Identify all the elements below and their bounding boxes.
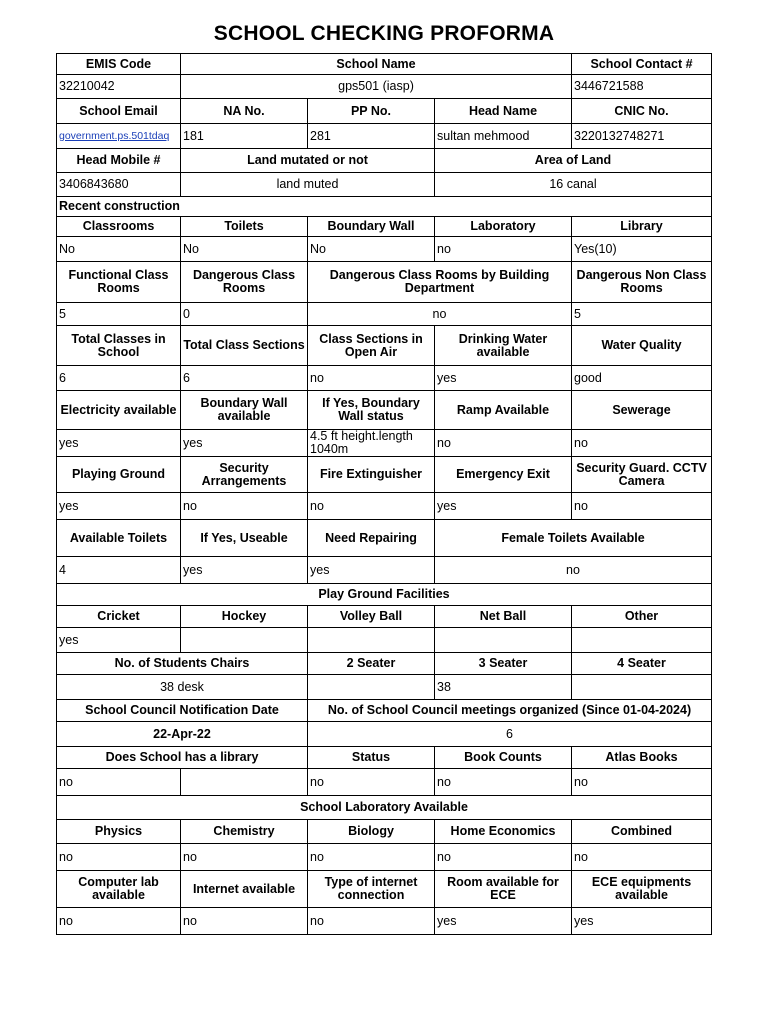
library-blank-cell [181, 769, 308, 796]
table-row [57, 769, 712, 796]
dangerous-non-class-rooms-value: 5 [572, 303, 712, 326]
council-notification-date-value: 22-Apr-22 [57, 722, 308, 747]
table-row [57, 217, 712, 237]
ece-equipment-label: ECE equipments available [572, 871, 712, 908]
school-contact-value: 3446721588 [572, 75, 712, 99]
table-row [57, 796, 712, 820]
security-guard-cctv-label: Security Guard. CCTV Camera [572, 457, 712, 493]
boundary-wall-available-label: Boundary Wall available [181, 391, 308, 430]
table-row [57, 303, 712, 326]
dangerous-non-class-rooms-label: Dangerous Non Class Rooms [572, 262, 712, 303]
emis-code-label: EMIS Code [57, 54, 181, 75]
council-notification-date-label: School Council Notification Date [57, 700, 308, 722]
security-guard-cctv-value: no [572, 493, 712, 520]
section-recent-construction: Recent construction [57, 197, 712, 217]
table-row [57, 54, 712, 75]
school-contact-label: School Contact # [572, 54, 712, 75]
biology-label: Biology [308, 820, 435, 844]
open-air-sections-label: Class Sections in Open Air [308, 326, 435, 366]
biology-value: no [308, 844, 435, 871]
table-row [57, 557, 712, 584]
functional-class-rooms-value: 5 [57, 303, 181, 326]
book-counts-value: no [435, 769, 572, 796]
table-row [57, 430, 712, 457]
two-seater-label: 2 Seater [308, 653, 435, 675]
toilets-useable-label: If Yes, Useable [181, 520, 308, 557]
table-row [57, 606, 712, 628]
school-name-label: School Name [181, 54, 572, 75]
boundary-wall-status-label: If Yes, Boundary Wall status [308, 391, 435, 430]
head-name-label: Head Name [435, 99, 572, 124]
hockey-label: Hockey [181, 606, 308, 628]
table-row [57, 173, 712, 197]
drinking-water-label: Drinking Water available [435, 326, 572, 366]
library-exists-value: no [57, 769, 181, 796]
physics-label: Physics [57, 820, 181, 844]
table-row [57, 871, 712, 908]
atlas-books-value: no [572, 769, 712, 796]
home-economics-value: no [435, 844, 572, 871]
table-row [57, 124, 712, 149]
toilets-label: Toilets [181, 217, 308, 237]
table-row [57, 747, 712, 769]
fire-extinguisher-label: Fire Extinguisher [308, 457, 435, 493]
table-row [57, 149, 712, 173]
ece-room-value: yes [435, 908, 572, 935]
laboratory-label: Laboratory [435, 217, 572, 237]
female-toilets-label: Female Toilets Available [435, 520, 712, 557]
na-no-label: NA No. [181, 99, 308, 124]
female-toilets-value: no [435, 557, 712, 584]
functional-class-rooms-label: Functional Class Rooms [57, 262, 181, 303]
school-email-label: School Email [57, 99, 181, 124]
page-title: SCHOOL CHECKING PROFORMA [213, 22, 555, 45]
pp-no-value: 281 [308, 124, 435, 149]
need-repairing-value: yes [308, 557, 435, 584]
table-row [57, 237, 712, 262]
library-status-value: no [308, 769, 435, 796]
table-row [57, 722, 712, 747]
classrooms-label: Classrooms [57, 217, 181, 237]
hockey-value [181, 628, 308, 653]
table-row [57, 262, 712, 303]
table-row [57, 493, 712, 520]
proforma-table [56, 53, 712, 935]
home-economics-label: Home Economics [435, 820, 572, 844]
land-mutated-label: Land mutated or not [181, 149, 435, 173]
other-value [572, 628, 712, 653]
school-name-value: gps501 (iasp) [181, 75, 572, 99]
table-row [57, 628, 712, 653]
total-classes-value: 6 [57, 366, 181, 391]
toilets-value: No [181, 237, 308, 262]
table-row [57, 457, 712, 493]
physics-value: no [57, 844, 181, 871]
two-seater-value [308, 675, 435, 700]
drinking-water-value: yes [435, 366, 572, 391]
section-laboratory: School Laboratory Available [57, 796, 712, 820]
water-quality-value: good [572, 366, 712, 391]
security-arrangements-label: Security Arrangements [181, 457, 308, 493]
sewerage-label: Sewerage [572, 391, 712, 430]
fire-extinguisher-value: no [308, 493, 435, 520]
table-row [57, 584, 712, 606]
computer-lab-value: no [57, 908, 181, 935]
head-mobile-value: 3406843680 [57, 173, 181, 197]
atlas-books-label: Atlas Books [572, 747, 712, 769]
total-class-sections-value: 6 [181, 366, 308, 391]
book-counts-label: Book Counts [435, 747, 572, 769]
available-toilets-label: Available Toilets [57, 520, 181, 557]
table-row [57, 844, 712, 871]
student-chairs-label: No. of Students Chairs [57, 653, 308, 675]
pp-no-label: PP No. [308, 99, 435, 124]
internet-available-value: no [181, 908, 308, 935]
table-row [57, 366, 712, 391]
library-label: Library [572, 217, 712, 237]
school-email-link[interactable]: government.ps.501tdaq [59, 129, 170, 142]
table-row [57, 75, 712, 99]
library-status-label: Status [308, 747, 435, 769]
table-row [57, 653, 712, 675]
head-name-value: sultan mehmood [435, 124, 572, 149]
ramp-available-label: Ramp Available [435, 391, 572, 430]
internet-available-label: Internet available [181, 871, 308, 908]
boundary-wall-value: No [308, 237, 435, 262]
chemistry-value: no [181, 844, 308, 871]
student-chairs-value: 38 desk [57, 675, 308, 700]
computer-lab-label: Computer lab available [57, 871, 181, 908]
security-arrangements-value: no [181, 493, 308, 520]
table-row [57, 326, 712, 366]
chemistry-label: Chemistry [181, 820, 308, 844]
cnic-no-label: CNIC No. [572, 99, 712, 124]
ramp-available-value: no [435, 430, 572, 457]
open-air-sections-value: no [308, 366, 435, 391]
combined-label: Combined [572, 820, 712, 844]
three-seater-value: 38 [435, 675, 572, 700]
other-label: Other [572, 606, 712, 628]
table-row [57, 820, 712, 844]
four-seater-label: 4 Seater [572, 653, 712, 675]
volley-ball-value [308, 628, 435, 653]
table-row [57, 391, 712, 430]
cricket-value: yes [57, 628, 181, 653]
ece-equipment-value: yes [572, 908, 712, 935]
classrooms-value: No [57, 237, 181, 262]
boundary-wall-status-value: 4.5 ft height.length 1040m [308, 430, 435, 457]
dangerous-rooms-building-dept-value: no [308, 303, 572, 326]
internet-type-label: Type of internet connection [308, 871, 435, 908]
playing-ground-label: Playing Ground [57, 457, 181, 493]
table-row [57, 908, 712, 935]
council-meetings-label: No. of School Council meetings organized (Since 01-04-2024) [308, 700, 712, 722]
toilets-useable-value: yes [181, 557, 308, 584]
laboratory-value: no [435, 237, 572, 262]
table-row [57, 675, 712, 700]
table-row [57, 197, 712, 217]
area-of-land-value: 16 canal [435, 173, 712, 197]
combined-value: no [572, 844, 712, 871]
library-exists-label: Does School has a library [57, 747, 308, 769]
total-classes-label: Total Classes in School [57, 326, 181, 366]
area-of-land-label: Area of Land [435, 149, 712, 173]
total-class-sections-label: Total Class Sections [181, 326, 308, 366]
emergency-exit-label: Emergency Exit [435, 457, 572, 493]
boundary-wall-label: Boundary Wall [308, 217, 435, 237]
playing-ground-value: yes [57, 493, 181, 520]
cnic-no-value: 3220132748271 [572, 124, 712, 149]
net-ball-value [435, 628, 572, 653]
available-toilets-value: 4 [57, 557, 181, 584]
four-seater-value [572, 675, 712, 700]
cricket-label: Cricket [57, 606, 181, 628]
ece-room-label: Room available for ECE [435, 871, 572, 908]
net-ball-label: Net Ball [435, 606, 572, 628]
sewerage-value: no [572, 430, 712, 457]
three-seater-label: 3 Seater [435, 653, 572, 675]
table-row [57, 99, 712, 124]
emis-code-value: 32210042 [57, 75, 181, 99]
section-play-ground-facilities: Play Ground Facilities [57, 584, 712, 606]
electricity-label: Electricity available [57, 391, 181, 430]
land-mutated-value: land muted [181, 173, 435, 197]
dangerous-rooms-building-dept-label: Dangerous Class Rooms by Building Department [308, 262, 572, 303]
table-row [57, 700, 712, 722]
internet-type-value: no [308, 908, 435, 935]
library-value: Yes(10) [572, 237, 712, 262]
dangerous-class-rooms-value: 0 [181, 303, 308, 326]
table-row [57, 520, 712, 557]
water-quality-label: Water Quality [572, 326, 712, 366]
dangerous-class-rooms-label: Dangerous Class Rooms [181, 262, 308, 303]
emergency-exit-value: yes [435, 493, 572, 520]
need-repairing-label: Need Repairing [308, 520, 435, 557]
na-no-value: 181 [181, 124, 308, 149]
head-mobile-label: Head Mobile # [57, 149, 181, 173]
electricity-value: yes [57, 430, 181, 457]
boundary-wall-available-value: yes [181, 430, 308, 457]
volley-ball-label: Volley Ball [308, 606, 435, 628]
council-meetings-value: 6 [308, 722, 712, 747]
